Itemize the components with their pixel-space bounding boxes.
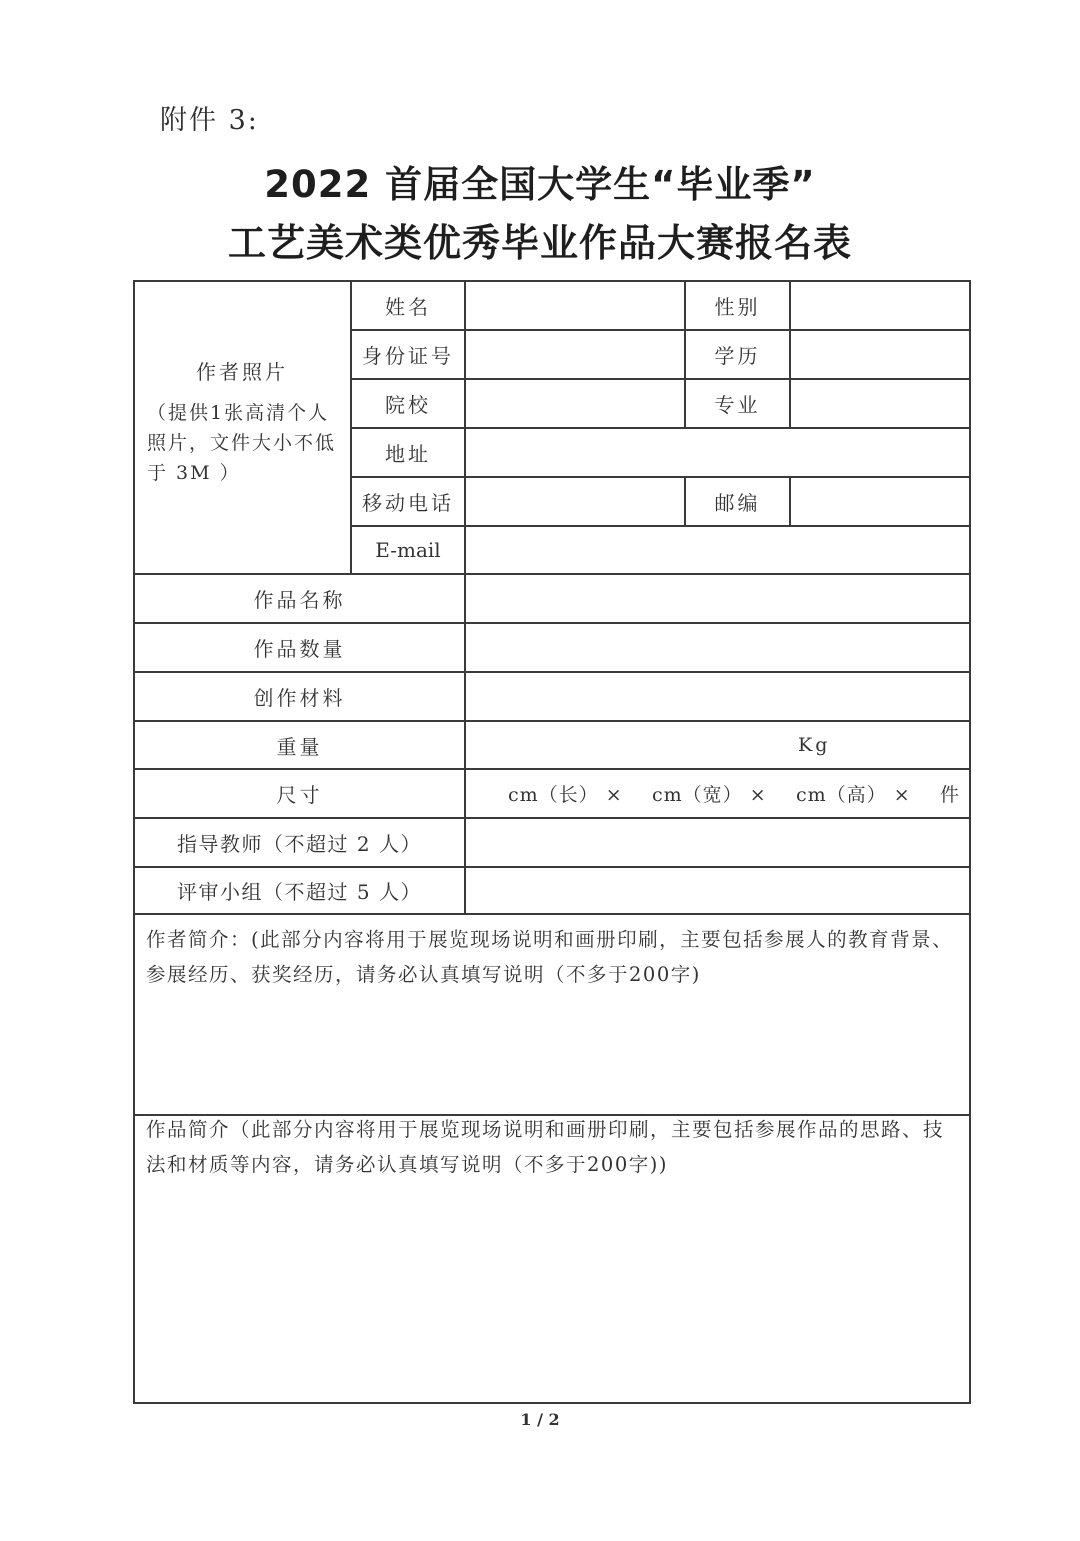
work-intro-field[interactable] bbox=[146, 1112, 961, 1397]
size-width-unit: cm（宽） × bbox=[652, 784, 767, 806]
photo-note: （提供1张高清个人照片，文件大小不低于 3M ） bbox=[147, 402, 337, 484]
label-email: E-mail bbox=[375, 538, 441, 562]
label-education: 学历 bbox=[714, 344, 761, 368]
form-title-line-1: 2022 首届全国大学生“毕业季” bbox=[264, 163, 816, 206]
label-major: 专业 bbox=[714, 393, 761, 417]
size-pieces-unit: 件 bbox=[940, 784, 963, 806]
border bbox=[133, 913, 971, 915]
form-title-line-2: 工艺美术类优秀毕业作品大赛报名表 bbox=[227, 221, 852, 265]
label-size: 尺寸 bbox=[276, 783, 323, 807]
size-height-unit: cm（高） × bbox=[796, 784, 911, 806]
label-work-name: 作品名称 bbox=[253, 588, 346, 612]
label-gender: 性别 bbox=[714, 295, 761, 319]
label-weight: 重量 bbox=[276, 734, 323, 759]
author-intro-label: 作者简介：(此部分内容将用于展览现场说明和画册印刷，主要包括参展人的教育背景、参展经历、获奖经历，请务必认真填写说明（不多于200字) bbox=[146, 928, 954, 986]
address-field[interactable] bbox=[466, 429, 969, 476]
email-field[interactable] bbox=[466, 527, 969, 573]
id-number-field[interactable] bbox=[466, 331, 684, 378]
education-field[interactable] bbox=[791, 331, 969, 378]
advisor-field[interactable] bbox=[466, 819, 969, 866]
work-count-field[interactable] bbox=[466, 624, 969, 671]
size-length-unit: cm（长） × bbox=[508, 784, 623, 806]
label-advisor: 指导教师（不超过 2 人） bbox=[177, 832, 422, 856]
label-id-number: 身份证号 bbox=[362, 344, 454, 368]
label-school: 院校 bbox=[385, 393, 431, 417]
name-field[interactable] bbox=[466, 282, 684, 329]
author-photo-area[interactable] bbox=[135, 282, 349, 572]
label-postcode: 邮编 bbox=[714, 491, 761, 515]
gender-field[interactable] bbox=[791, 282, 969, 329]
label-name: 姓名 bbox=[385, 295, 431, 319]
weight-unit: Kg bbox=[798, 734, 831, 756]
label-review-group: 评审小组（不超过 5 人） bbox=[177, 880, 422, 904]
label-material: 创作材料 bbox=[253, 686, 346, 710]
attachment-label: 附件 3: bbox=[160, 105, 259, 136]
weight-field[interactable] bbox=[466, 722, 969, 768]
page-number: 1 / 2 bbox=[520, 1410, 560, 1429]
school-field[interactable] bbox=[466, 380, 684, 427]
label-work-count: 作品数量 bbox=[253, 637, 346, 661]
review-group-field[interactable] bbox=[466, 868, 969, 913]
border bbox=[969, 280, 971, 1404]
material-field[interactable] bbox=[466, 673, 969, 720]
work-name-field[interactable] bbox=[466, 575, 969, 622]
label-mobile: 移动电话 bbox=[362, 491, 454, 515]
photo-title: 作者照片 bbox=[196, 360, 288, 384]
border bbox=[133, 1402, 971, 1404]
registration-form bbox=[133, 280, 971, 1404]
mobile-field[interactable] bbox=[466, 478, 684, 525]
size-field[interactable] bbox=[466, 770, 969, 817]
author-intro-field[interactable] bbox=[146, 922, 961, 1110]
label-address: 地址 bbox=[385, 442, 431, 466]
postcode-field[interactable] bbox=[791, 478, 969, 525]
work-intro-label: 作品简介（此部分内容将用于展览现场说明和画册印刷，主要包括参展作品的思路、技法和材质等内容，请务必认真填写说明（不多于200字)) bbox=[146, 1118, 945, 1176]
major-field[interactable] bbox=[791, 380, 969, 427]
